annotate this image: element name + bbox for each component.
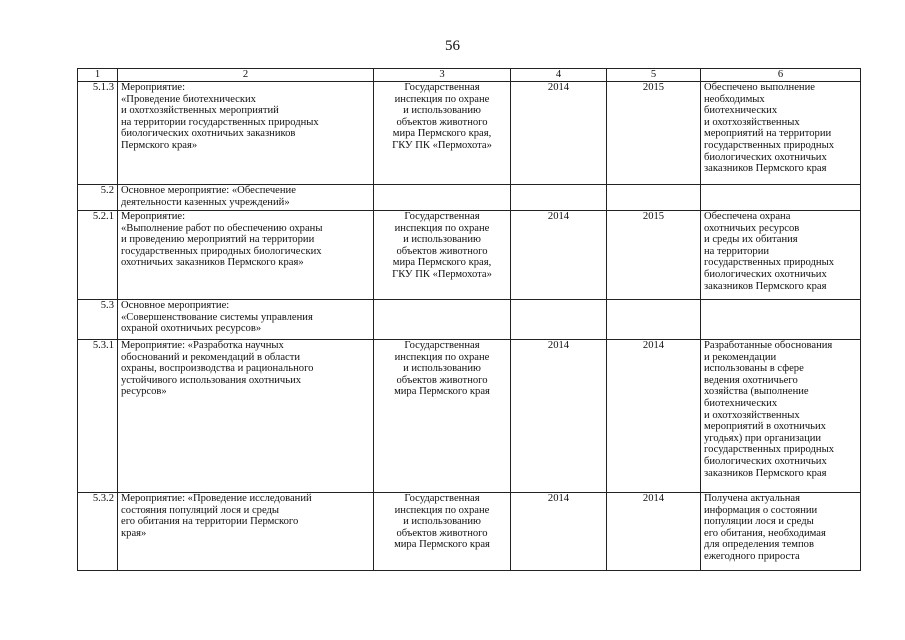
cell-text-line: и охотхозяйственных — [704, 116, 800, 128]
cell-text-line: устойчивого использования охотничьих — [121, 374, 302, 386]
expected-result-cell — [701, 185, 861, 211]
cell-text-line: мира Пермского края — [394, 539, 490, 551]
header-cell: 1 — [78, 69, 118, 82]
measure-name-cell — [118, 211, 374, 300]
executor-cell — [374, 185, 511, 211]
cell-text-line: «Совершенствование системы управления — [121, 311, 313, 323]
cell-text-line: биологических охотничьих — [704, 455, 827, 467]
cell-text-line: и использованию — [403, 516, 481, 528]
cell-text-line: на территории государственных природных — [121, 116, 319, 128]
cell-text-line: Мероприятие: — [121, 82, 186, 93]
header-cell: 5 — [607, 69, 701, 82]
expected-result-cell — [701, 300, 861, 340]
cell-text-line: Мероприятие: «Разработка научных — [121, 340, 284, 351]
cell-text-line: охотничьих ресурсов — [704, 222, 800, 234]
cell-text-line: охраной охотничьих ресурсов» — [121, 323, 262, 335]
cell-text-line: государственных природных биологических — [121, 245, 322, 257]
cell-text-line: Основное мероприятие: «Обеспечение — [121, 185, 296, 196]
cell-text-line: государственных природных — [704, 257, 834, 269]
cell-text-line: информация о состоянии — [704, 504, 818, 516]
cell-text-line: на территории — [704, 245, 770, 257]
item-number-cell: 5.3.2 — [78, 493, 118, 571]
cell-text-line: объектов животного — [396, 527, 488, 539]
header-cell: 3 — [374, 69, 511, 82]
cell-text-line: биотехнических — [704, 397, 778, 409]
executor-cell — [374, 82, 511, 185]
executor-cell — [374, 340, 511, 493]
page-number: 56 — [445, 38, 460, 54]
cell-text-line: края» — [121, 527, 147, 539]
cell-text-line: Пермского края» — [121, 139, 198, 151]
cell-text-line: состояния популяций лося и среды — [121, 504, 280, 516]
cell-text-line: ежегодного прироста — [704, 550, 800, 562]
cell-text-line: ГКУ ПК «Пермохота» — [392, 139, 492, 151]
cell-text-line: охраны, воспроизводства и рационального — [121, 363, 314, 375]
measure-name-cell — [118, 82, 374, 185]
cell-text-line: биотехнических — [704, 105, 778, 117]
cell-text-line: заказников Пермского края — [704, 467, 827, 479]
cell-text-line: и использованию — [403, 363, 481, 375]
end-year-cell: 2015 — [607, 82, 701, 185]
item-number-cell: 5.2.1 — [78, 211, 118, 300]
end-year-cell: 2015 — [607, 211, 701, 300]
cell-text-line: «Проведение биотехнических — [121, 93, 256, 105]
cell-text-line: ресурсов» — [121, 386, 167, 398]
cell-text-line: популяции лося и среды — [704, 516, 814, 528]
cell-text-line: и использованию — [403, 234, 481, 246]
cell-text-line: Разработанные обоснования — [704, 340, 833, 351]
cell-text-line: государственных природных — [704, 444, 834, 456]
cell-text-line: и проведению мероприятий на территории — [121, 234, 315, 246]
cell-text-line: заказников Пермского края — [704, 163, 827, 175]
measure-name-cell — [118, 340, 374, 493]
cell-text-line: мира Пермского края — [394, 386, 490, 398]
measures-table — [77, 68, 861, 571]
expected-result-cell — [701, 82, 861, 185]
cell-text-line: для определения темпов — [704, 539, 814, 551]
end-year-cell — [607, 300, 701, 340]
cell-text-line: объектов животного — [396, 116, 488, 128]
table-row — [78, 211, 861, 300]
cell-text-line: мероприятий в охотничьих — [704, 421, 826, 433]
cell-text-line: Мероприятие: — [121, 211, 186, 222]
start-year-cell: 2014 — [511, 211, 607, 300]
cell-text-line: Обеспечена охрана — [704, 211, 791, 222]
cell-text-line: Обеспечено выполнение — [704, 82, 815, 93]
start-year-cell — [511, 300, 607, 340]
table-row — [78, 493, 861, 571]
cell-text-line: использованы в сфере — [704, 363, 804, 375]
cell-text-line: его обитания на территории Пермского — [121, 516, 299, 528]
start-year-cell — [511, 185, 607, 211]
item-number-cell: 5.3 — [78, 300, 118, 340]
table-row — [78, 340, 861, 493]
table-row — [78, 82, 861, 185]
table-header-row — [78, 69, 861, 82]
end-year-cell: 2014 — [607, 493, 701, 571]
cell-text-line: мероприятий на территории — [704, 128, 832, 140]
cell-text-line: ведения охотничьего — [704, 374, 798, 386]
cell-text-line: необходимых — [704, 93, 765, 105]
header-cell: 4 — [511, 69, 607, 82]
cell-text-line: Получена актуальная — [704, 493, 800, 504]
cell-text-line: инспекция по охране — [394, 351, 490, 363]
expected-result-cell — [701, 493, 861, 571]
cell-text-line: и рекомендации — [704, 351, 777, 363]
cell-text-line: и среды их обитания — [704, 234, 798, 246]
expected-result-cell — [701, 211, 861, 300]
measure-name-cell — [118, 493, 374, 571]
start-year-cell: 2014 — [511, 82, 607, 185]
cell-text-line: объектов животного — [396, 374, 488, 386]
executor-cell — [374, 300, 511, 340]
end-year-cell — [607, 185, 701, 211]
cell-text-line: Государственная — [404, 211, 480, 222]
cell-text-line: мира Пермского края, — [392, 128, 492, 140]
cell-text-line: объектов животного — [396, 245, 488, 257]
cell-text-line: и охотхозяйственных мероприятий — [121, 105, 279, 117]
header-cell: 6 — [701, 69, 861, 82]
cell-text-line: его обитания, необходимая — [704, 527, 826, 539]
cell-text-line: хозяйства (выполнение — [704, 386, 809, 398]
cell-text-line: мира Пермского края, — [392, 257, 492, 269]
header-cell: 2 — [118, 69, 374, 82]
cell-text-line: биологических охотничьих — [704, 151, 827, 163]
measure-name-cell — [118, 300, 374, 340]
cell-text-line: деятельности казенных учреждений» — [121, 196, 290, 208]
cell-text-line: Мероприятие: «Проведение исследований — [121, 493, 312, 504]
cell-text-line: Государственная — [404, 493, 480, 504]
cell-text-line: государственных природных — [704, 139, 834, 151]
table-row — [78, 300, 861, 340]
start-year-cell: 2014 — [511, 493, 607, 571]
cell-text-line: охотничьих заказников Пермского края» — [121, 257, 304, 269]
cell-text-line: Основное мероприятие: — [121, 300, 230, 311]
cell-text-line: и охотхозяйственных — [704, 409, 800, 421]
item-number-cell: 5.2 — [78, 185, 118, 211]
measure-name-cell — [118, 185, 374, 211]
table-row — [78, 185, 861, 211]
start-year-cell: 2014 — [511, 340, 607, 493]
end-year-cell: 2014 — [607, 340, 701, 493]
cell-text-line: инспекция по охране — [394, 504, 490, 516]
item-number-cell: 5.3.1 — [78, 340, 118, 493]
item-number-cell: 5.1.3 — [78, 82, 118, 185]
expected-result-cell — [701, 340, 861, 493]
executor-cell — [374, 211, 511, 300]
cell-text-line: ГКУ ПК «Пермохота» — [392, 268, 492, 280]
cell-text-line: заказников Пермского края — [704, 280, 827, 292]
cell-text-line: биологических охотничьих заказников — [121, 128, 296, 140]
cell-text-line: инспекция по охране — [394, 222, 490, 234]
cell-text-line: инспекция по охране — [394, 93, 490, 105]
executor-cell — [374, 493, 511, 571]
cell-text-line: обоснований и рекомендаций в области — [121, 351, 301, 363]
cell-text-line: угодьях) при организации — [704, 432, 822, 444]
cell-text-line: Государственная — [404, 340, 480, 351]
cell-text-line: и использованию — [403, 105, 481, 117]
cell-text-line: биологических охотничьих — [704, 268, 827, 280]
cell-text-line: «Выполнение работ по обеспечению охраны — [121, 222, 323, 234]
cell-text-line: Государственная — [404, 82, 480, 93]
